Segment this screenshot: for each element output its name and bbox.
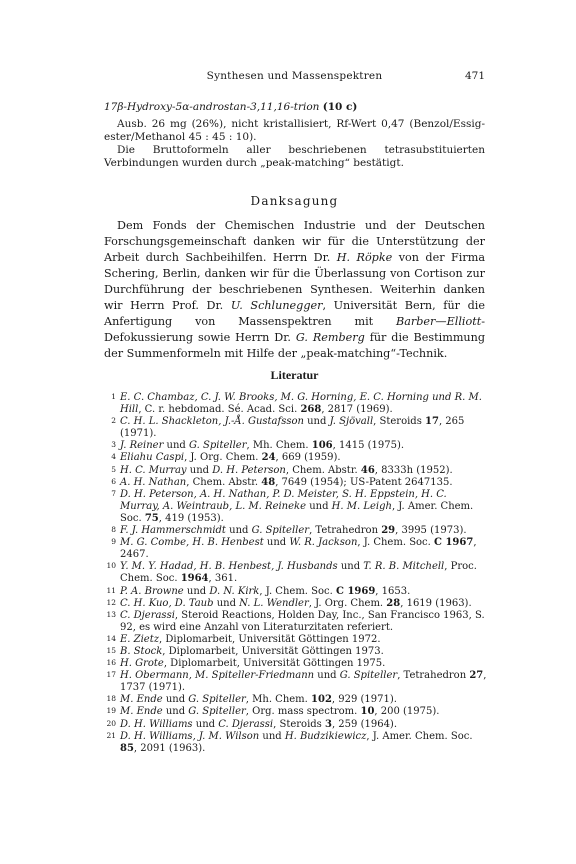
reference-source: , Diplomarbeit, Universität Göttingen 1975.: [163, 658, 386, 670]
reference-item: [104, 634, 488, 646]
reference-authors: M. G. Combe, H. B. Henbest: [120, 537, 264, 549]
reference-authors-last: W. R. Jackson: [289, 537, 358, 549]
reference-authors: D. H. Peterson, A. H. Nathan, P. D. Meister, S. H. Eppstein, H. C. Murray, A. Weintraub, L. M. Reineke: [120, 488, 447, 512]
reference-authors: M. Ende: [120, 706, 163, 718]
ack-person-schlunegger: U. Schlunegger: [230, 299, 323, 312]
reference-und: und: [213, 597, 240, 609]
reference-source: , Tetrahedron: [309, 525, 382, 537]
reference-item: [104, 610, 488, 634]
reference-source: , J. Org. Chem.: [184, 452, 262, 464]
reference-item: [104, 731, 488, 755]
ack-text-0: Dem Fonds der Chemischen Industrie und der Deutschen Forschungsgemeinschaft danken wir für die Unterstützung der Arbeit durch Sachbeihilfen. Herrn Dr.: [104, 219, 485, 264]
reference-authors-last: C. Djerassi: [218, 718, 274, 730]
reference-number: 18: [106, 694, 116, 704]
reference-authors: D. H. Williams, J. M. Wilson: [120, 730, 260, 742]
acknowledgement-title: Danksagung: [250, 194, 339, 208]
reference-source: , Mh. Chem.: [245, 694, 312, 706]
reference-item: [104, 537, 488, 561]
reference-authors: H. Grote: [120, 658, 164, 670]
reference-pages-year: , 361.: [208, 573, 238, 585]
running-title: Synthesen und Massenspektren: [206, 70, 383, 82]
running-header: [104, 70, 485, 86]
reference-number: 11: [106, 585, 116, 595]
reference-pages-year: , 8333h (1952).: [374, 464, 453, 476]
reference-und: und: [259, 730, 285, 742]
reference-pages-year: , 669 (1959).: [275, 452, 341, 464]
reference-volume: 27: [469, 670, 484, 682]
reference-authors: B. Stock: [120, 645, 163, 657]
reference-item: [104, 477, 488, 489]
ack-text-2: von der Firma Schering, Berlin, danken wir für die Überlassung von Cortison zur Durchführung der beschriebenen Synthesen. Weiterhin danken wir Herrn Prof. Dr.: [104, 251, 485, 312]
reference-source: , C. r. hebdomad. Sé. Acad. Sci.: [138, 404, 301, 416]
reference-pages-year: , 1619 (1963).: [400, 597, 472, 609]
reference-source: , J. Chem. Soc.: [357, 537, 435, 549]
reference-number: 14: [106, 633, 116, 643]
reference-item: [104, 658, 488, 670]
reference-item: [104, 706, 488, 718]
reference-item: [104, 598, 488, 610]
ack-text-8: für die Bestimmung der Summenformeln mit Hilfe der „peak-matching“-Technik.: [104, 331, 486, 360]
reference-volume: 10: [360, 706, 375, 718]
reference-und: und: [303, 416, 330, 428]
reference-pages-year: , 419 (1953).: [158, 512, 224, 524]
reference-pages-year: , 1415 (1975).: [332, 440, 405, 452]
reference-source: , J. Org. Chem.: [308, 597, 387, 609]
reference-item: [104, 646, 488, 658]
reference-authors-last: G. Spiteller: [189, 440, 247, 452]
reference-authors: H. Obermann, M. Spiteller-Friedmann: [120, 670, 315, 682]
acknowledgement-paragraph: [104, 218, 485, 362]
reference-volume: 3: [324, 718, 332, 730]
reference-number: 5: [111, 464, 116, 474]
ack-barber-elliott: Barber—Elliott: [396, 315, 482, 328]
reference-authors: E. Zietz: [120, 633, 160, 645]
reference-authors: Eliahu Caspi: [120, 452, 185, 464]
reference-item: [104, 694, 488, 706]
reference-number: 6: [111, 476, 116, 486]
reference-authors: M. Ende: [120, 694, 163, 706]
reference-number: 2: [111, 416, 116, 426]
compound-name: 17β-Hydroxy-5α-androstan-3,11,16-trion: [104, 101, 320, 113]
reference-number: 21: [106, 730, 116, 740]
reference-authors-last: T. R. B. Mitchell: [363, 561, 445, 573]
reference-source: , Org. mass spectrom.: [245, 706, 361, 718]
reference-source: , Proc. Chem. Soc.: [120, 561, 477, 585]
reference-authors-last: H. M. Leigh: [331, 500, 392, 512]
reference-source: , J. Amer. Chem. Soc.: [120, 500, 474, 524]
reference-volume: 102: [311, 694, 332, 706]
reference-number: 12: [106, 597, 116, 607]
reference-und: und: [183, 585, 210, 597]
reference-authors-last: D. H. Peterson: [212, 464, 286, 476]
reference-number: 10: [106, 561, 116, 571]
ack-person-ropke: H. Röpke: [336, 251, 393, 264]
reference-source: , Mh. Chem.: [246, 440, 312, 452]
reference-source: , Chem. Abstr.: [285, 464, 361, 476]
experimental-line-2: Die Bruttoformeln aller beschriebenen tetrasubstituierten Verbindungen wurden durch „peak-matching“ bestätigt.: [104, 144, 485, 169]
reference-und: und: [337, 561, 364, 573]
reference-und: und: [163, 440, 190, 452]
reference-volume: 48: [261, 476, 276, 488]
reference-und: und: [162, 706, 189, 718]
reference-volume: 75: [144, 512, 159, 524]
reference-authors: D. H. Williams: [120, 718, 193, 730]
reference-item: [104, 392, 488, 416]
reference-volume: 106: [311, 440, 333, 452]
reference-source: , Steroids: [273, 718, 325, 730]
reference-volume: 268: [300, 404, 322, 416]
reference-authors-last: N. L. Wendler: [239, 597, 309, 609]
reference-number: 3: [111, 440, 116, 450]
reference-authors: C. H. L. Shackleton, J.-Å. Gustafsson: [120, 416, 304, 428]
literature-title: Literatur: [270, 368, 319, 382]
reference-und: und: [186, 464, 213, 476]
reference-number: 9: [111, 537, 116, 547]
reference-number: 13: [106, 609, 116, 619]
reference-number: 1: [111, 392, 116, 401]
reference-pages-year: , 265 (1971).: [120, 416, 465, 440]
reference-item: [104, 670, 488, 694]
reference-authors: C. H. Kuo, D. Taub: [120, 597, 214, 609]
reference-item: [104, 586, 488, 598]
reference-item: [104, 452, 488, 464]
reference-authors: A. H. Nathan: [120, 476, 187, 488]
experimental-text: [104, 118, 485, 170]
reference-volume: 1964: [180, 573, 209, 585]
reference-authors: J. Reiner: [120, 440, 164, 452]
reference-und: und: [162, 694, 189, 706]
reference-pages-year: , 2467.: [120, 537, 477, 561]
reference-source: , J. Chem. Soc.: [259, 585, 336, 597]
compound-id: (10 c): [322, 101, 358, 113]
reference-pages-year: , 3995 (1973).: [395, 525, 467, 537]
reference-und: und: [314, 670, 340, 682]
ack-text-4: , Universität Bern, für die Anfertigung von Massenspektren mit: [104, 299, 485, 328]
reference-item: [104, 719, 488, 731]
reference-number: 8: [111, 525, 116, 535]
reference-volume: 46: [360, 464, 375, 476]
reference-authors-last: G. Spiteller: [339, 670, 398, 682]
reference-source: , J. Amer. Chem. Soc.: [366, 730, 473, 742]
reference-item: [104, 465, 488, 477]
reference-volume: C 1969: [336, 585, 376, 597]
reference-authors-last: J. Sjövall: [329, 416, 374, 428]
reference-pages-year: , 200 (1975).: [374, 706, 440, 718]
reference-authors: F. J. Hammerschmidt: [120, 525, 226, 537]
reference-volume: 29: [381, 525, 396, 537]
reference-source: , Diplomarbeit, Universität Göttingen 1972.: [159, 633, 381, 645]
reference-authors: E. C. Chambaz, C. J. W. Brooks, M. G. Horning, E. C. Horning und R. M. Hill: [120, 392, 482, 416]
reference-volume: C 1967: [434, 537, 474, 549]
reference-item: [104, 440, 488, 452]
reference-pages-year: , 1737 (1971).: [120, 670, 487, 694]
compound-heading: [104, 101, 485, 113]
reference-authors-last: H. Budzikiewicz: [284, 730, 367, 742]
reference-authors-last: G. Spiteller: [251, 525, 310, 537]
reference-authors-last: D. N. Kirk: [209, 585, 260, 597]
reference-list: [104, 392, 488, 755]
reference-authors: P. A. Browne: [120, 585, 184, 597]
reference-authors: Y. M. Y. Hadad, H. B. Henbest, J. Husbands: [120, 561, 338, 573]
reference-source: , Chem. Abstr.: [186, 476, 262, 488]
ack-text-6: -Defokussierung sowie Herrn Dr.: [104, 315, 485, 344]
reference-pages-year: , 259 (1964).: [331, 718, 398, 730]
reference-number: 15: [106, 645, 116, 655]
reference-volume: 24: [261, 452, 276, 464]
ack-person-remberg: G. Remberg: [295, 331, 365, 344]
reference-source: , Diplomarbeit, Universität Göttingen 1973.: [162, 645, 384, 657]
reference-und: und: [192, 718, 219, 730]
reference-volume: 28: [386, 597, 401, 609]
reference-volume: 17: [425, 416, 439, 428]
reference-pages-year: , 2091 (1963).: [133, 742, 206, 754]
reference-source: , Steroid Reactions, Holden Day, Inc., San Francisco 1963, S. 92, es wird eine Anzahl von Literaturzitaten referiert.: [120, 609, 485, 633]
reference-source: , Steroids: [373, 416, 426, 428]
reference-pages-year: , 7649 (1954); US-Patent 2647135.: [275, 476, 453, 488]
reference-pages-year: , 929 (1971).: [331, 694, 397, 706]
reference-authors-last: G. Spiteller: [188, 706, 246, 718]
reference-number: 17: [106, 670, 116, 680]
reference-pages-year: , 2817 (1969).: [321, 404, 393, 416]
reference-number: 4: [111, 452, 116, 462]
reference-item: [104, 561, 488, 585]
reference-pages-year: , 1653.: [375, 585, 411, 597]
page-number: 471: [464, 70, 485, 82]
reference-item: [104, 416, 488, 440]
reference-item: [104, 525, 488, 537]
reference-und: und: [306, 500, 332, 512]
reference-authors: C. Djerassi: [120, 609, 175, 621]
reference-number: 7: [111, 488, 116, 498]
reference-number: 20: [106, 718, 116, 728]
reference-authors-last: G. Spiteller: [188, 694, 246, 706]
reference-und: und: [263, 537, 290, 549]
reference-item: [104, 489, 488, 525]
reference-authors: H. C. Murray: [120, 464, 187, 476]
reference-number: 19: [106, 706, 116, 716]
reference-volume: 85: [120, 742, 134, 754]
reference-source: , Tetrahedron: [397, 670, 470, 682]
reference-number: 16: [106, 658, 116, 668]
reference-und: und: [225, 525, 252, 537]
experimental-line-1: Ausb. 26 mg (26%), nicht kristallisiert, Rf-Wert 0,47 (Benzol/Essig-ester/Methanol 45 : 45 : 10).: [104, 118, 485, 143]
